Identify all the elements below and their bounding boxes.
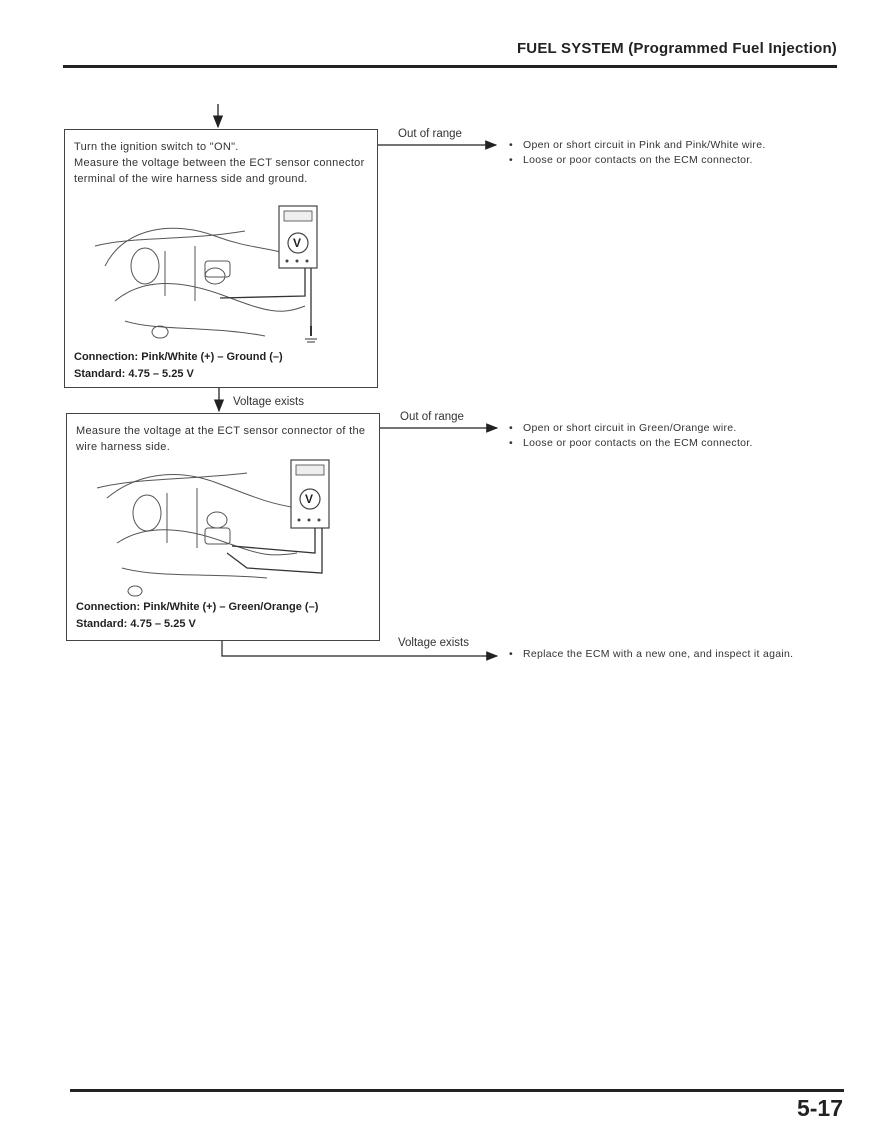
connection-value: Pink/White (+) – Green/Orange (–) [143, 601, 319, 613]
step-1-standard [74, 366, 194, 383]
step-2-connection [76, 599, 318, 616]
connection-label: Connection: [76, 601, 141, 613]
pass-label-2: Voltage exists [398, 637, 469, 649]
section-title: FUEL SYSTEM (Programmed Fuel Injection) [516, 40, 837, 57]
step-2-fail-results [507, 421, 837, 451]
step-2-illustration [67, 458, 379, 598]
step-1-fail-results [507, 138, 837, 168]
step-2-instruction: Measure the voltage at the ECT sensor connector of the wire harness side. [76, 425, 366, 453]
final-result [507, 647, 832, 662]
footer-rule [70, 1089, 844, 1092]
page-number: 5-17 [796, 1095, 843, 1121]
result-item: • Replace the ECM with a new one, and inspect it again. [507, 647, 832, 662]
step-2-box [66, 413, 380, 641]
standard-label: Standard: [76, 618, 128, 630]
result-item: • Loose or poor contacts on the ECM connector. [507, 436, 837, 451]
step-2-standard [76, 616, 196, 633]
standard-value: 4.75 – 5.25 V [128, 368, 194, 380]
standard-value: 4.75 – 5.25 V [130, 618, 196, 630]
step-1-fail-label: Out of range [398, 128, 462, 140]
step-2-fail-label: Out of range [400, 411, 464, 423]
step-1-meter-symbol: V [293, 236, 302, 250]
standard-label: Standard: [74, 368, 126, 380]
step-1-instruction: Turn the ignition switch to "ON". Measure the voltage between the ECT sensor connector terminal of the wire harness side and ground. [74, 141, 365, 185]
pass-label-1: Voltage exists [233, 396, 304, 408]
result-item: • Open or short circuit in Green/Orange wire. [507, 421, 837, 436]
step-1-connection [74, 349, 283, 366]
step-1-illustration [65, 206, 377, 356]
result-item: • Loose or poor contacts on the ECM connector. [507, 153, 837, 168]
step-1-box [64, 129, 378, 388]
connection-value: Pink/White (+) – Ground (–) [141, 351, 283, 363]
result-item: • Open or short circuit in Pink and Pink/White wire. [507, 138, 837, 153]
connection-label: Connection: [74, 351, 139, 363]
step-2-meter-symbol: V [305, 492, 314, 506]
